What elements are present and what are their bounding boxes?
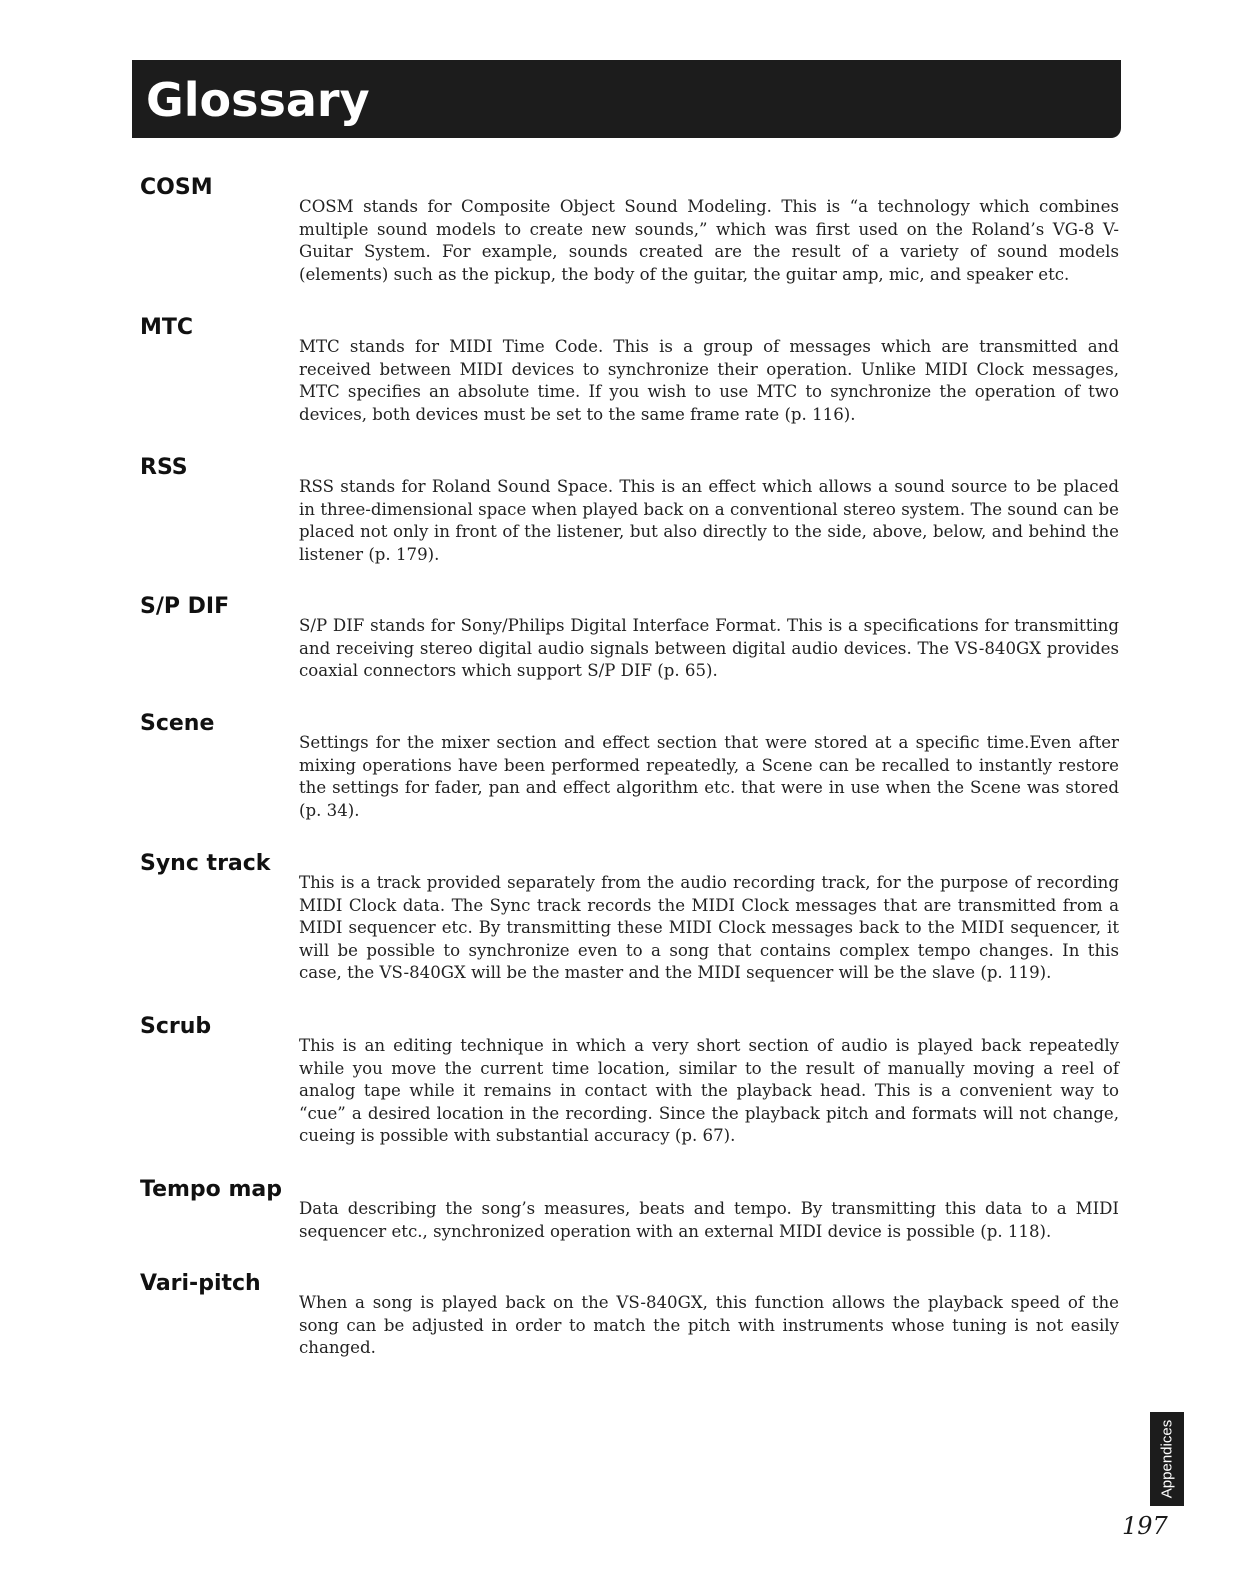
term-definition: This is an editing technique in which a very short section of audio is played back repeatedly while you move the current time location, similar to the result of manually moving a reel of analog tape while it remains in contact with the playback head. This is a convenient way to “cue” a desired location in the recording. Since the playback pitch and formats will not change, cueing is possible with substantial accuracy (p. 67). (299, 1036, 1119, 1146)
term-heading: Tempo map (140, 1177, 282, 1202)
term-definition: Settings for the mixer section and effect section that were stored at a specific time.Even after mixing operations have been performed repeatedly, a Scene can be recalled to instantly restore the settings for fader, pan and effect algorithm etc. that were in use when the Scene was stored (p. 34). (299, 733, 1119, 820)
term-definition: COSM stands for Composite Object Sound Modeling. This is “a technology which combines multiple sound models to create new sounds,” which was first used on the Roland’s VG-8 V-Guitar System. For example, sounds created are the result of a variety of sound models (elements) such as the pickup, the body of the guitar, the guitar amp, mic, and speaker etc. (299, 197, 1119, 284)
term-definition: This is a track provided separately from the audio recording track, for the purpose of recording MIDI Clock data. The Sync track records the MIDI Clock messages that are transmitted from a MIDI sequencer etc. By transmitting these MIDI Clock messages back to the MIDI sequencer, it will be possible to synchronize even to a song that contains complex tempo changes. In this case, the VS-840GX will be the master and the MIDI sequencer will be the slave (p. 119). (299, 873, 1119, 983)
glossary-header-bar (132, 60, 1121, 138)
term-definition: RSS stands for Roland Sound Space. This is an effect which allows a sound source to be placed in three-dimensional space when played back on a conventional stereo system. The sound can be placed not only in front of the listener, but also directly to the side, above, below, and behind the listener (p. 179). (299, 477, 1119, 564)
section-tab-label: Appendices (1158, 1419, 1176, 1499)
term-heading: Scene (140, 711, 215, 736)
term-heading: Scrub (140, 1014, 212, 1039)
term-definition: When a song is played back on the VS-840GX, this function allows the playback speed of the song can be adjusted in order to match the pitch with instruments whose tuning is not easily changed. (299, 1293, 1119, 1358)
term-heading: Vari-pitch (140, 1271, 261, 1296)
term-heading: COSM (140, 175, 213, 200)
page-number: 197 (1122, 1512, 1168, 1540)
term-definition: Data describing the song’s measures, beats and tempo. By transmitting this data to a MIDI sequencer etc., synchronized operation with an external MIDI device is possible (p. 118). (299, 1199, 1119, 1241)
term-definition: MTC stands for MIDI Time Code. This is a group of messages which are transmitted and received between MIDI devices to synchronize their operation. Unlike MIDI Clock messages, MTC specifies an absolute time. If you wish to use MTC to synchronize the operation of two devices, both devices must be set to the same frame rate (p. 116). (299, 337, 1119, 424)
term-heading: MTC (140, 315, 194, 340)
term-definition: S/P DIF stands for Sony/Philips Digital Interface Format. This is a specifications for transmitting and receiving stereo digital audio signals between digital audio devices. The VS-840GX provides coaxial connectors which support S/P DIF (p. 65). (299, 616, 1119, 681)
term-heading: S/P DIF (140, 594, 230, 619)
term-heading: Sync track (140, 851, 271, 876)
term-heading: RSS (140, 455, 188, 480)
page-title: Glossary (146, 73, 370, 127)
appendices-section-tab (1150, 1412, 1184, 1506)
